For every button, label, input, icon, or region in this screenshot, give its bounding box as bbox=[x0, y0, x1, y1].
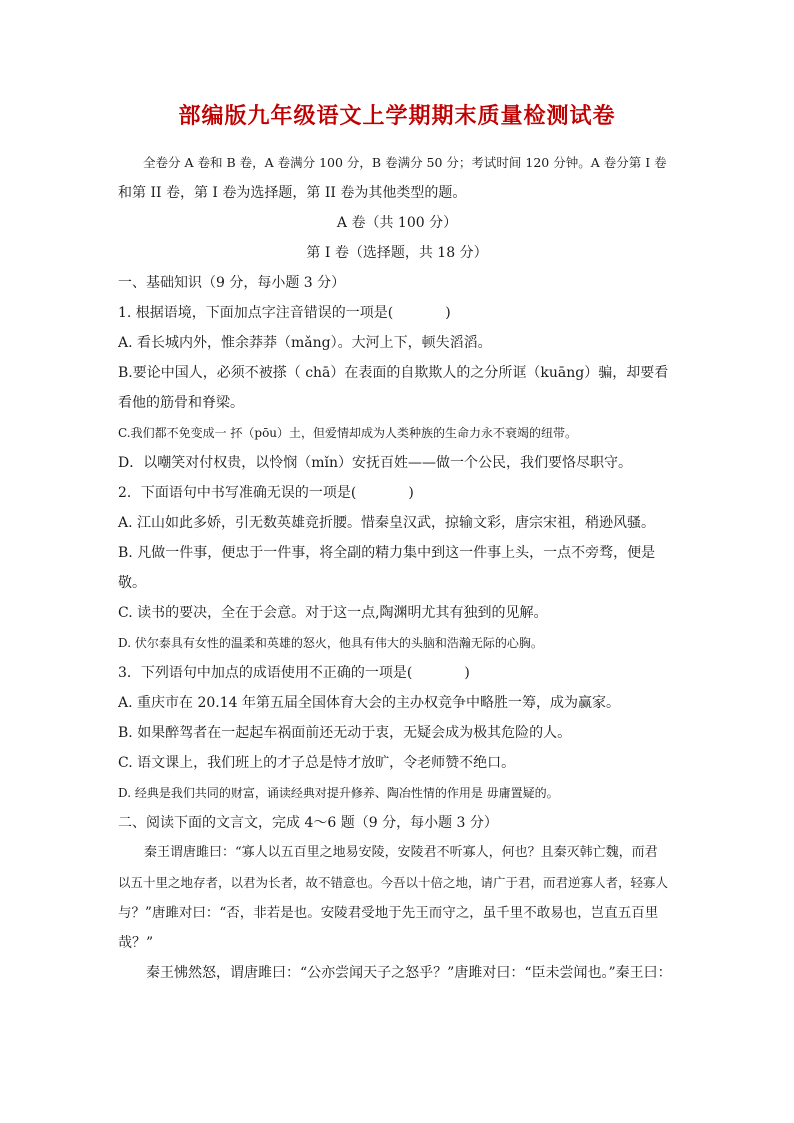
intro-line: 全卷分 A 卷和 B 卷，A 卷满分 100 分，B 卷满分 50 分；考试时间 120 分钟。A 卷分第 I 卷 bbox=[143, 155, 667, 170]
option-a: A. 江山如此多娇，引无数英雄竞折腰。惜秦皇汉武，掠输文彩，唐宗宋祖，稍逊风骚。 bbox=[118, 515, 656, 531]
option-b: B. 如果醉驾者在一起起车祸面前还无动于衷，无疑会成为极其危险的人。 bbox=[118, 725, 572, 741]
option-b-continued: 看他的筋骨和脊梁。 bbox=[118, 395, 244, 411]
question-stem-end: ) bbox=[445, 305, 451, 321]
passage-line: 哉？” bbox=[118, 935, 154, 951]
option-b: B. 凡做一件事，便忠于一件事，将全副的精力集中到这一件事上头，一点不旁骛，便是 bbox=[118, 545, 656, 561]
option-c: C. 语文课上，我们班上的才子总是恃才放旷，令老师赞不绝口。 bbox=[118, 755, 516, 771]
question-stem-end: ) bbox=[464, 665, 470, 681]
option-d: D．以嘲笑对付权贵，以怜悯（mǐn）安抚百姓——做一个公民，我们要恪尽职守。 bbox=[118, 455, 632, 471]
section-heading: A 卷（共 100 分） bbox=[336, 215, 458, 231]
question-stem-end: ) bbox=[408, 485, 414, 501]
option-d: D. 伏尔泰具有女性的温柔和英雄的怒火，他具有伟大的头脑和浩瀚无际的心胸。 bbox=[118, 636, 543, 650]
question-stem-text: 1. 根据语境，下面加点字注音错误的一项是( bbox=[118, 305, 394, 321]
option-a: A. 看长城内外，惟余莽莽（mǎng）。大河上下，顿失滔滔。 bbox=[118, 335, 492, 351]
page-title: 部编版九年级语文上学期期末质量检测试卷 bbox=[178, 103, 616, 129]
option-b-continued: 敬。 bbox=[118, 575, 146, 591]
part-heading: 一、基础知识（9 分，每小题 3 分） bbox=[118, 275, 346, 291]
question-stem bbox=[118, 478, 676, 508]
passage-line: 以五十里之地存者，以君为长者，故不错意也。今吾以十倍之地，请广于君，而君逆寡人者，轻寡人 bbox=[118, 875, 669, 890]
section-subheading: 第 I 卷（选择题，共 18 分） bbox=[306, 245, 488, 261]
question-stem-text: 3．下列语句中加点的成语使用不正确的一项是( bbox=[118, 665, 413, 681]
option-c: C.我们都不免变成一 抔（pōu）土，但爱情却成为人类种族的生命力永不衰竭的纽带。 bbox=[118, 426, 578, 440]
question-stem bbox=[118, 298, 676, 328]
option-b: B.要论中国人，必须不被搽（ chā）在表面的自欺欺人的之分所诓（kuāng）骗，却要看 bbox=[118, 365, 669, 381]
passage-line: 秦王怫然怒，谓唐雎曰：“公亦尝闻天子之怒乎？”唐雎对曰：“臣未尝闻也。”秦王曰： bbox=[146, 965, 672, 981]
option-a: A. 重庆市在 20.14 年第五届全国体育大会的主办权竞争中略胜一筹，成为赢家。 bbox=[118, 695, 620, 711]
question-stem bbox=[118, 658, 676, 688]
option-c: C. 读书的要决，全在于会意。对于这一点,陶渊明尤其有独到的见解。 bbox=[118, 605, 548, 621]
intro-line: 和第 II 卷，第 I 卷为选择题，第 II 卷为其他类型的题。 bbox=[118, 185, 467, 201]
passage-line: 秦王谓唐雎曰：“寡人以五百里之地易安陵，安陵君不听寡人，何也？且秦灭韩亡魏，而君 bbox=[144, 845, 658, 860]
question-stem-text: 2．下面语句中书写准确无误的一项是( bbox=[118, 485, 357, 501]
part-heading: 二、阅读下面的文言文，完成 4～6 题（9 分，每小题 3 分） bbox=[118, 815, 498, 831]
option-d: D. 经典是我们共同的财富，诵读经典对提升修养、陶冶性情的作用是 毋庸置疑的。 bbox=[118, 786, 559, 800]
passage-line: 与？”唐雎对曰：“否，非若是也。安陵君受地于先王而守之，虽千里不敢易也，岂直五百里 bbox=[118, 905, 659, 921]
